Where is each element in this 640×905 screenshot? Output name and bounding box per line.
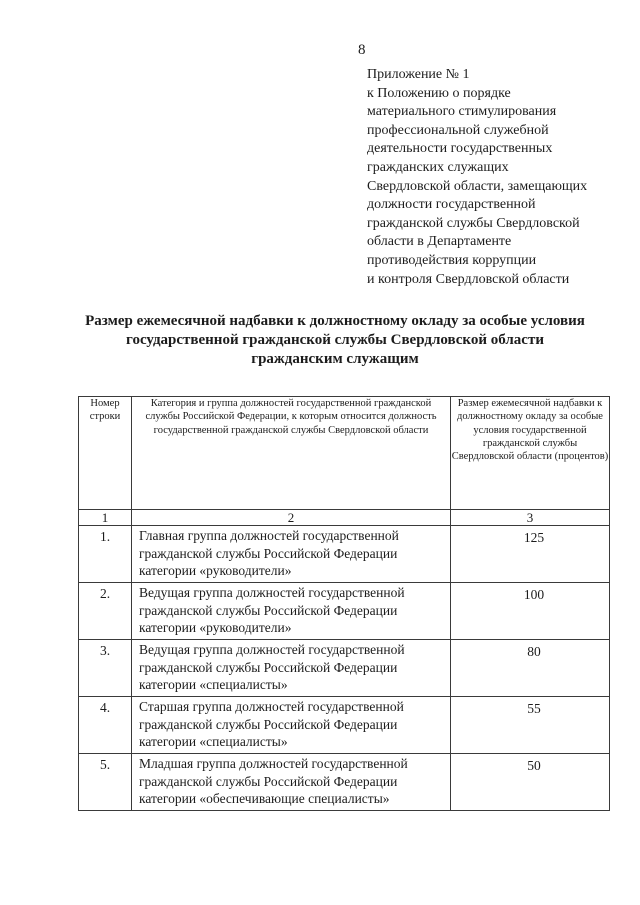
table-row [79,640,610,697]
appendix-line: профессиональной служебной [367,122,549,138]
title-line: гражданским служащим [251,351,419,367]
appendix-line: Свердловской области, замещающих [367,178,588,194]
appendix-line: гражданской службы Свердловской [367,215,580,231]
appendix-line: материального стимулирования [367,104,557,120]
header-category: Категория и группа должностей государственной гражданской службы Российской Федерации, к которым относится должность государственной гражданской службы Свердловской области [132,397,451,510]
header-row-number: Номер строки [79,397,132,510]
document-title [40,312,630,369]
row-number: 3. [79,640,132,697]
table-row [79,754,610,811]
allowance-table [78,396,610,811]
row-category: Старшая группа должностей государственной гражданской службы Российской Федерации категории «специалисты» [132,697,451,754]
appendix-line: и контроля Свердловской области [367,271,570,287]
appendix-line: области в Департаменте [367,234,512,250]
row-category: Ведущая группа должностей государственной гражданской службы Российской Федерации категории «специалисты» [132,640,451,697]
row-value: 80 [451,640,610,697]
row-number: 5. [79,754,132,811]
appendix-line: деятельности государственных [367,141,553,157]
appendix-line: должности государственной [367,197,536,213]
row-number: 2. [79,583,132,640]
column-number: 1 [79,510,132,526]
header-allowance-size: Размер ежемесячной надбавки к должностному окладу за особые условия государственной гражданской службы Свердловской области (процентов) [451,397,610,510]
table-row [79,583,610,640]
row-category: Младшая группа должностей государственной гражданской службы Российской Федерации категории «обеспечивающие специалисты» [132,754,451,811]
table-header-row [79,397,610,510]
title-line: государственной гражданской службы Свердловской области [126,332,544,348]
row-number: 1. [79,526,132,583]
appendix-line: противодействия коррупции [367,252,537,268]
title-line: Размер ежемесячной надбавки к должностному окладу за особые условия [85,313,585,329]
row-value: 50 [451,754,610,811]
row-value: 125 [451,526,610,583]
appendix-note [367,66,617,289]
appendix-line: Приложение № 1 [367,67,470,82]
row-number: 4. [79,697,132,754]
appendix-line: к Положению о порядке [367,85,511,101]
table-row [79,526,610,583]
table-row [79,697,610,754]
column-number: 3 [451,510,610,526]
page-number: 8 [358,42,366,58]
row-category: Главная группа должностей государственной гражданской службы Российской Федерации категории «руководители» [132,526,451,583]
row-value: 100 [451,583,610,640]
row-value: 55 [451,697,610,754]
column-numbers-row [79,510,610,526]
appendix-line: гражданских служащих [367,159,509,175]
row-category: Ведущая группа должностей государственной гражданской службы Российской Федерации категории «руководители» [132,583,451,640]
column-number: 2 [132,510,451,526]
